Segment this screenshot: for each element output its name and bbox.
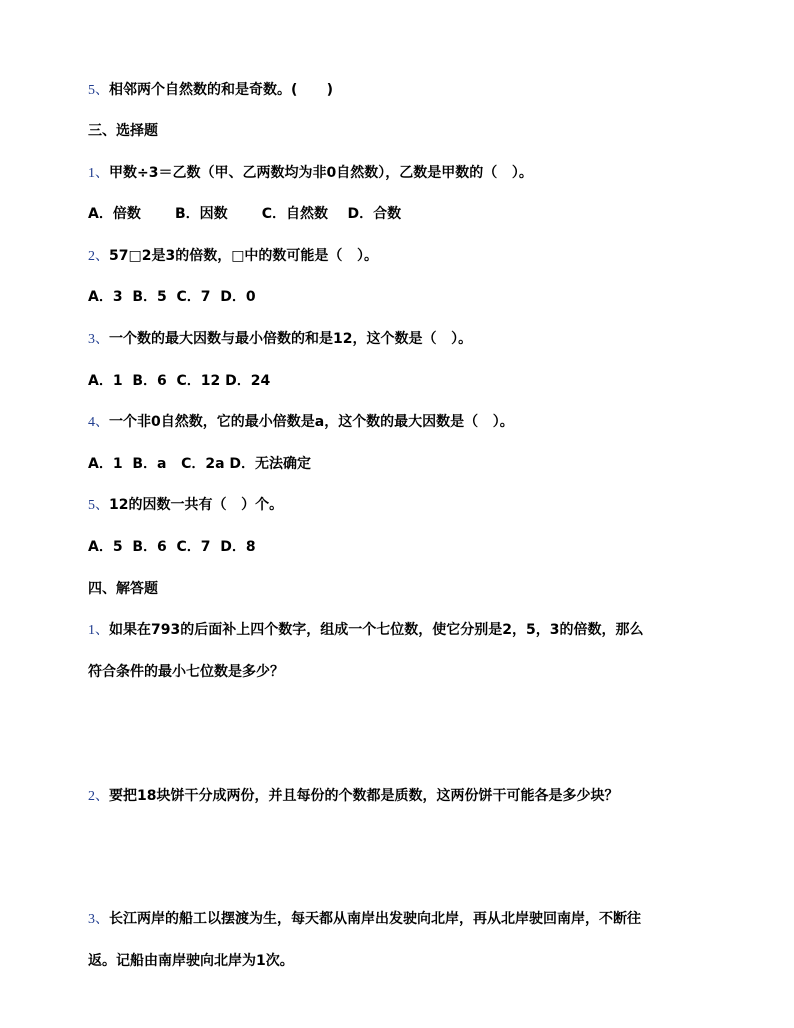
line-a1-cont [88,662,284,682]
line-q5-tf [88,80,333,101]
line-c4-opts [88,454,311,474]
line-text: 要把18块饼干分成两份，并且每份的个数都是质数，这两份饼干可能各是多少块？ [109,788,619,804]
line-c5 [88,495,283,516]
line-text: 12的因数一共有（ ）个。 [109,497,284,513]
line-text: 返。记船由南岸驶向北岸为1次。 [88,953,294,969]
question-number: 3、 [88,912,109,927]
line-c1 [88,163,533,184]
line-c5-opts [88,537,256,557]
line-a1 [88,620,643,641]
line-a2 [88,786,618,807]
question-number: 1、 [88,166,109,181]
line-text: 57□2是3的倍数，□中的数可能是（ ）。 [109,248,379,264]
line-text: 如果在793的后面补上四个数字，组成一个七位数，使它分别是2，5，3的倍数，那么 [109,622,644,638]
line-text: A．倍数 B．因数 C．自然数 D．合数 [88,206,402,222]
line-c4 [88,412,514,433]
line-sec3 [88,121,158,141]
line-a3 [88,909,641,930]
question-number: 3、 [88,332,109,347]
line-text: A．1 B．6 C．12 D．24 [88,373,271,389]
line-c1-opts [88,204,401,224]
question-number: 2、 [88,789,109,804]
line-text: A．3 B．5 C．7 D．0 [88,289,256,305]
line-text: 甲数÷3＝乙数（甲、乙两数均为非0自然数），乙数是甲数的（ ）。 [109,165,533,181]
line-c3-opts [88,371,270,391]
line-text: 一个数的最大因数与最小倍数的和是12，这个数是（ ）。 [109,331,473,347]
question-number: 2、 [88,249,109,264]
line-c2-opts [88,287,256,307]
line-c2 [88,246,378,267]
line-text: 一个非0自然数，它的最小倍数是a，这个数的最大因数是（ ）。 [109,414,514,430]
line-text: 相邻两个自然数的和是奇数。( ) [109,82,334,98]
line-text: 长江两岸的船工以摆渡为生，每天都从南岸出发驶向北岸，再从北岸驶回南岸，不断往 [109,911,641,927]
line-a3-cont [88,951,294,971]
question-number: 4、 [88,415,109,430]
line-text: 三、选择题 [88,123,158,139]
line-c3 [88,329,472,350]
line-text: A．5 B．6 C．7 D．8 [88,539,256,555]
line-text: A．1 B．a C．2a D．无法确定 [88,456,312,472]
line-text: 符合条件的最小七位数是多少？ [88,664,284,680]
line-text: 四、解答题 [88,581,158,597]
question-number: 1、 [88,623,109,638]
question-number: 5、 [88,498,109,513]
line-sec4 [88,579,158,599]
question-number: 5、 [88,83,109,98]
